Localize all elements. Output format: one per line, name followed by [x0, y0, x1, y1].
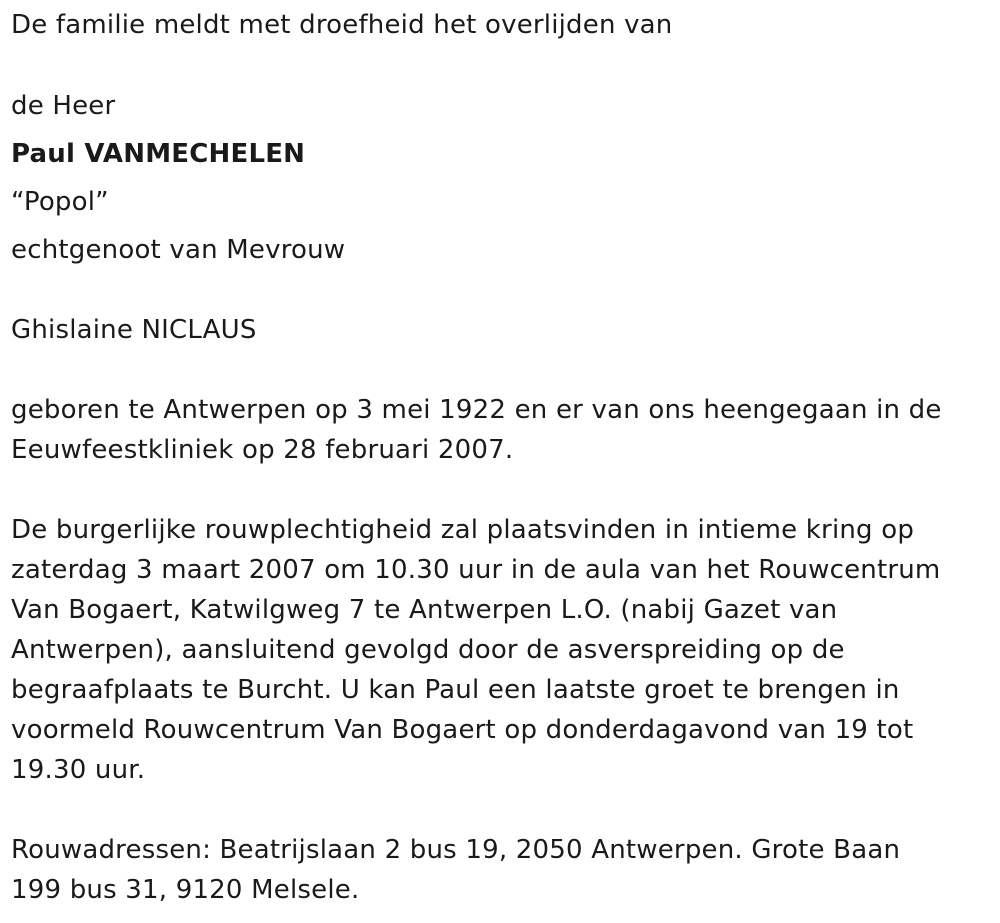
salutation: de Heer	[11, 91, 116, 121]
spouse-intro: echtgenoot van Mevrouw	[11, 235, 346, 265]
ceremony-paragraph: De burgerlijke rouwplechtigheid zal plaatsvinden in intieme kring op zaterdag 3 maart 2007 om 10.30 uur in de aula van het Rouwcentrum Van Bogaert, Katwilgweg 7 te Antwerpen L.O. (nabij Gazet van Antwerpen), aansluitend gevolgd door de asverspreiding op de begraafplaats te Burcht. U kan Paul een laatste groet te brengen in voormeld Rouwcentrum Van Bogaert op donderdagavond van 19 tot 19.30 uur.	[11, 515, 941, 785]
deceased-name: Paul VANMECHELEN	[11, 139, 306, 169]
nickname: “Popol”	[11, 187, 109, 217]
birth-death-paragraph: geboren te Antwerpen op 3 mei 1922 en er van ons heengegaan in de Eeuwfeestkliniek op 28 februari 2007.	[11, 395, 942, 465]
intro-text: De familie meldt met droefheid het overlijden van	[11, 10, 673, 40]
addresses-paragraph: Rouwadressen: Beatrijslaan 2 bus 19, 2050 Antwerpen. Grote Baan 199 bus 31, 9120 Melsele.	[11, 835, 901, 905]
spouse-name: Ghislaine NICLAUS	[11, 315, 257, 345]
